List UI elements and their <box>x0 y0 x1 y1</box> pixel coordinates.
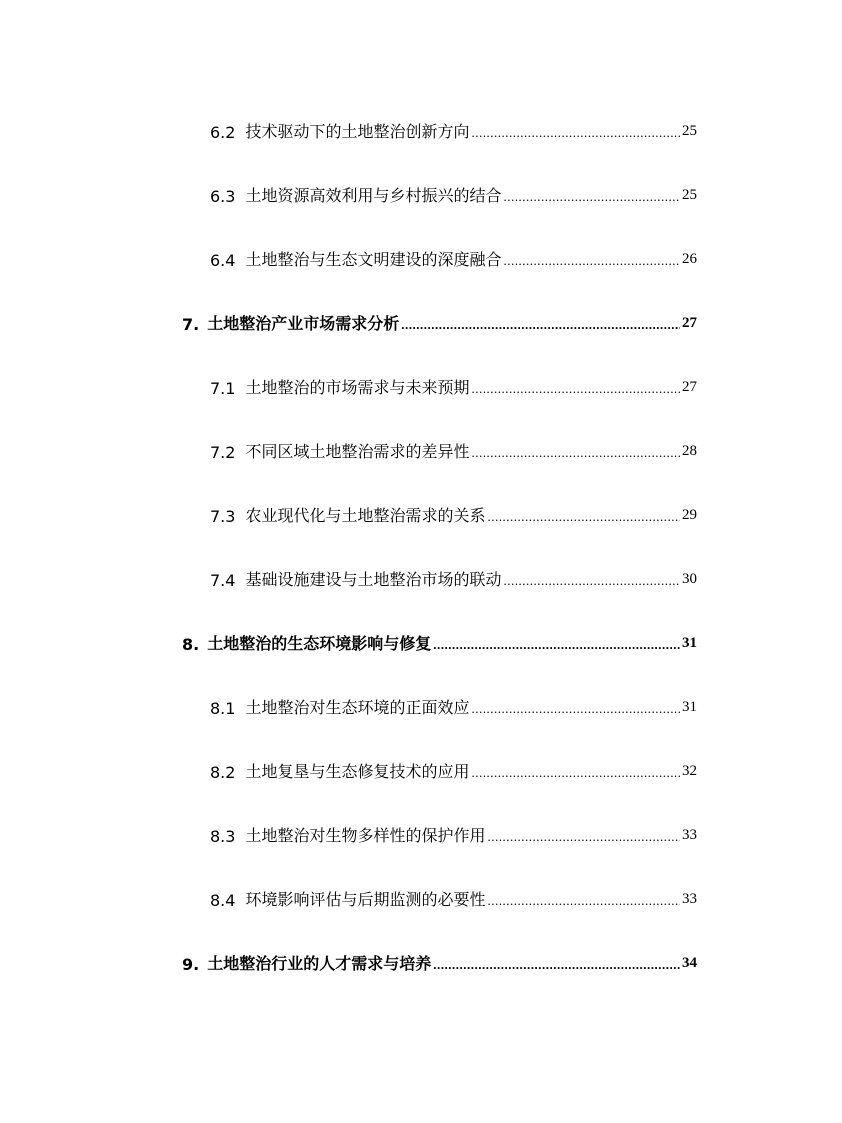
toc-dot-leader <box>471 766 680 779</box>
toc-entry-8-4[interactable] <box>210 884 697 910</box>
toc-dot-leader <box>471 446 680 459</box>
toc-entry-8-2[interactable] <box>210 756 697 782</box>
toc-entry-title: 不同区域土地整治需求的差异性 <box>245 442 470 461</box>
toc-entry-page: 31 <box>682 635 697 651</box>
toc-entry-7-2[interactable] <box>210 436 697 462</box>
toc-dot-leader <box>503 254 680 267</box>
toc-entry-8[interactable] <box>182 628 697 654</box>
toc-entry-number: 6.4 <box>210 251 236 270</box>
toc-entry-number: 8.3 <box>210 827 236 846</box>
toc-entry-number: 7. <box>182 315 200 334</box>
toc-entry-title: 土地整治与生态文明建设的深度融合 <box>245 250 502 269</box>
toc-entry-number: 7.2 <box>210 443 236 462</box>
toc-entry-page: 28 <box>682 443 697 459</box>
toc-entry-title: 土地整治行业的人才需求与培养 <box>207 954 432 973</box>
toc-dot-leader <box>433 638 680 651</box>
toc-dot-leader <box>503 190 680 203</box>
toc-entry-page: 32 <box>682 763 697 779</box>
toc-entry-7[interactable] <box>182 308 697 334</box>
toc-entry-title: 环境影响评估与后期监测的必要性 <box>245 890 486 909</box>
toc-dot-leader <box>487 510 680 523</box>
toc-dot-leader <box>487 830 680 843</box>
toc-entry-number: 8.1 <box>210 699 236 718</box>
toc-entry-7-4[interactable] <box>210 564 697 590</box>
toc-dot-leader <box>471 126 680 139</box>
toc-entry-page: 25 <box>682 187 697 203</box>
toc-entry-title: 基础设施建设与土地整治市场的联动 <box>245 570 502 589</box>
toc-entry-page: 25 <box>682 123 697 139</box>
toc-entry-title: 土地整治的生态环境影响与修复 <box>207 634 432 653</box>
toc-entry-8-3[interactable] <box>210 820 697 846</box>
toc-entry-page: 27 <box>682 379 697 395</box>
toc-entry-7-1[interactable] <box>210 372 697 398</box>
toc-entry-title: 农业现代化与土地整治需求的关系 <box>245 506 486 525</box>
toc-entry-number: 7.1 <box>210 379 236 398</box>
toc-entry-6-4[interactable] <box>210 244 697 270</box>
toc-entry-page: 34 <box>682 955 697 971</box>
toc-dot-leader <box>503 574 680 587</box>
toc-entry-title: 土地资源高效利用与乡村振兴的结合 <box>245 186 502 205</box>
toc-entry-page: 27 <box>682 315 697 331</box>
toc-entry-number: 6.3 <box>210 187 236 206</box>
toc-entry-page: 30 <box>682 571 697 587</box>
toc-entry-page: 33 <box>682 891 697 907</box>
toc-entry-number: 8.4 <box>210 891 236 910</box>
toc-entry-number: 7.3 <box>210 507 236 526</box>
toc-entry-title: 土地整治的市场需求与未来预期 <box>245 378 470 397</box>
toc-entry-6-2[interactable] <box>210 116 697 142</box>
toc-entry-page: 26 <box>682 251 697 267</box>
toc-entry-number: 7.4 <box>210 571 236 590</box>
toc-entry-9[interactable] <box>182 948 697 974</box>
toc-entry-page: 33 <box>682 827 697 843</box>
toc-entry-number: 9. <box>182 955 200 974</box>
toc-dot-leader <box>433 958 680 971</box>
toc-entry-page: 29 <box>682 507 697 523</box>
toc-dot-leader <box>487 894 680 907</box>
toc-entry-title: 土地复垦与生态修复技术的应用 <box>245 762 470 781</box>
toc-entry-title: 土地整治对生物多样性的保护作用 <box>245 826 486 845</box>
toc-entry-number: 6.2 <box>210 123 236 142</box>
toc-entry-7-3[interactable] <box>210 500 697 526</box>
toc-entry-6-3[interactable] <box>210 180 697 206</box>
toc-dot-leader <box>401 318 680 331</box>
toc-entry-number: 8. <box>182 635 200 654</box>
toc-dot-leader <box>471 382 680 395</box>
toc-entry-title: 技术驱动下的土地整治创新方向 <box>245 122 470 141</box>
toc-entry-8-1[interactable] <box>210 692 697 718</box>
toc-dot-leader <box>471 702 680 715</box>
toc-entry-number: 8.2 <box>210 763 236 782</box>
toc-entry-title: 土地整治产业市场需求分析 <box>207 314 400 333</box>
toc-entry-title: 土地整治对生态环境的正面效应 <box>245 698 470 717</box>
toc-entry-page: 31 <box>682 699 697 715</box>
